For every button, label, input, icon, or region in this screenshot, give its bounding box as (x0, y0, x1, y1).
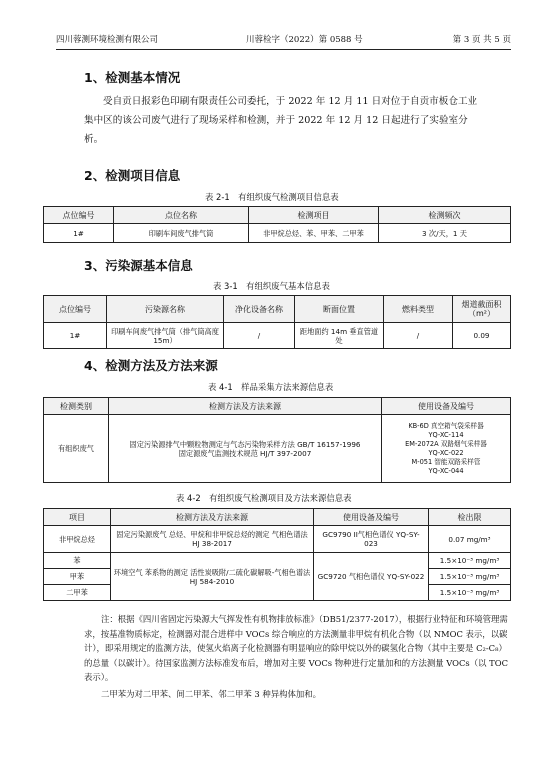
table-row (44, 415, 511, 483)
t41-header: 检测方法及方法来源 (109, 398, 382, 415)
t31-header: 净化设备名称 (224, 296, 295, 323)
t41-equipment: YQ-XC-022 (428, 448, 464, 457)
t42-header: 检出限 (429, 509, 511, 526)
t31-header: 烟道截面积（m²） (453, 296, 511, 323)
note-2: 二甲苯为对二甲苯、间二甲苯、邻二甲苯 3 种异构体加和。 (101, 688, 322, 699)
t31-cell: 0.09 (453, 323, 511, 349)
t31-cell: / (384, 323, 453, 349)
t42-header: 检测方法及方法来源 (111, 509, 314, 526)
t21-cell: 3 次/天，1 天 (379, 224, 511, 243)
table-4-1-caption: 表 4-1 样品采集方法来源信息表 (208, 382, 334, 392)
table-3-1-caption: 表 3-1 有组织废气基本信息表 (213, 281, 330, 291)
table-4-1 (43, 397, 511, 483)
t42-equipment: GC9790 II气相色谱仪 YQ-SY-023 (314, 526, 429, 553)
t31-cell: / (224, 323, 295, 349)
t31-header: 断面位置 (295, 296, 384, 323)
page-info: 第 3 页 共 5 页 (452, 35, 511, 45)
t41-header: 检测类别 (44, 398, 109, 415)
t42-limit: 1.5×10⁻³ mg/m³ (429, 585, 511, 601)
table-row (44, 224, 511, 243)
t31-cell: 印刷车间废气排气筒（排气筒高度 15m） (107, 323, 224, 349)
t42-item: 二甲苯 (44, 585, 111, 601)
t42-limit: 1.5×10⁻³ mg/m³ (429, 569, 511, 585)
t42-header: 项目 (44, 509, 111, 526)
notes (84, 612, 509, 702)
t42-limit: 0.07 mg/m³ (429, 526, 511, 553)
t41-method-line: 固定源废气监测技术规范 HJ/T 397-2007 (178, 448, 312, 458)
t41-equipment: YQ-XC-114 (428, 430, 464, 439)
t42-header: 使用设备及编号 (314, 509, 429, 526)
t21-header: 点位编号 (44, 207, 114, 224)
table-row (44, 323, 511, 349)
note-1: 注：根据《四川省固定污染源大气挥发性有机物排放标准》（DB51/2377-2017），根据行业特征和环境管理需求，按基准物质标定，检测器对混合进样中 VOCs 综合响应的方法测量非甲烷有机化合物（以 NMOC 表示，以碳计），即采用规定的监测方法，使氢火焰离子化检测器有明显响应的除甲烷以外的碳氢化合物（其中主要是 C₂-C₈）的总量（以碳计）。待国家监测方法标准发布后，增加对主要 VOCs 物种进行定量加和的方法测量 VOCs（以 TOC 表示）。 (84, 614, 509, 683)
section-1-title: 1、检测基本情况 (84, 70, 181, 85)
table-3-1 (43, 295, 511, 349)
table-row (44, 553, 511, 569)
t21-header: 检测频次 (379, 207, 511, 224)
t42-item: 甲苯 (44, 569, 111, 585)
t21-header: 点位名称 (114, 207, 249, 224)
t31-header: 燃料类型 (384, 296, 453, 323)
t41-method-line: 固定污染源排气中颗粒物测定与气态污染物采样方法 GB/T 16157-1996 (129, 439, 361, 449)
t41-equipment: M-051 智能双路采样管 (411, 457, 481, 466)
header-rule (56, 49, 511, 50)
t21-header: 检测项目 (249, 207, 379, 224)
section-3-title: 3、污染源基本信息 (84, 258, 193, 273)
t41-equipment: YQ-XC-044 (428, 466, 464, 475)
t31-cell: 1# (44, 323, 107, 349)
t41-equipment: KB-6D 真空箱气袋采样器 (408, 421, 484, 430)
t31-header: 污染源名称 (107, 296, 224, 323)
section-2-title: 2、检测项目信息 (84, 168, 181, 183)
table-4-2-caption: 表 4-2 有组织废气检测项目及方法来源信息表 (176, 493, 352, 503)
t41-header: 使用设备及编号 (382, 398, 511, 415)
t21-cell: 非甲烷总烃、苯、甲苯、二甲苯 (249, 224, 379, 243)
t42-method: 固定污染源废气 总烃、甲烷和非甲烷总烃的测定 气相色谱法 HJ 38-2017 (111, 526, 314, 553)
section-1-body: 受自贡日报彩色印刷有限责任公司委托，于 2022 年 12 月 11 日对位于自贡市板仓工业集中区的该公司废气进行了现场采样和检测，并于 2022 年 12 月 12 日起进行了实验室分析。 (84, 96, 478, 145)
t21-cell: 1# (44, 224, 114, 243)
table-row (44, 526, 511, 553)
t42-limit: 1.5×10⁻³ mg/m³ (429, 553, 511, 569)
t31-header: 点位编号 (44, 296, 107, 323)
table-4-2 (43, 508, 511, 601)
page-header (56, 33, 511, 47)
t42-shared-method: 环境空气 苯系物的测定 活性炭吸附/二硫化碳解吸-气相色谱法 HJ 584-2010 (111, 553, 314, 601)
t21-cell: 印刷车间废气排气筒 (114, 224, 249, 243)
table-2-1 (43, 206, 511, 243)
t42-item: 非甲烷总烃 (44, 526, 111, 553)
table-2-1-caption: 表 2-1 有组织废气检测项目信息表 (205, 192, 339, 202)
t41-equipment: EM-2072A 双路烟气采样器 (405, 439, 487, 448)
t42-shared-equipment: GC9720 气相色谱仪 YQ-SY-022 (314, 553, 429, 601)
section-4-title: 4、检测方法及方法来源 (84, 358, 218, 373)
document-number: 川蓉检字（2022）第 0588 号 (246, 35, 363, 45)
company-name: 四川蓉测环境检测有限公司 (56, 35, 159, 45)
t31-cell: 距地面约 14m 垂直管道处 (295, 323, 384, 349)
t42-item: 苯 (44, 553, 111, 569)
t41-category: 有组织废气 (44, 415, 109, 483)
